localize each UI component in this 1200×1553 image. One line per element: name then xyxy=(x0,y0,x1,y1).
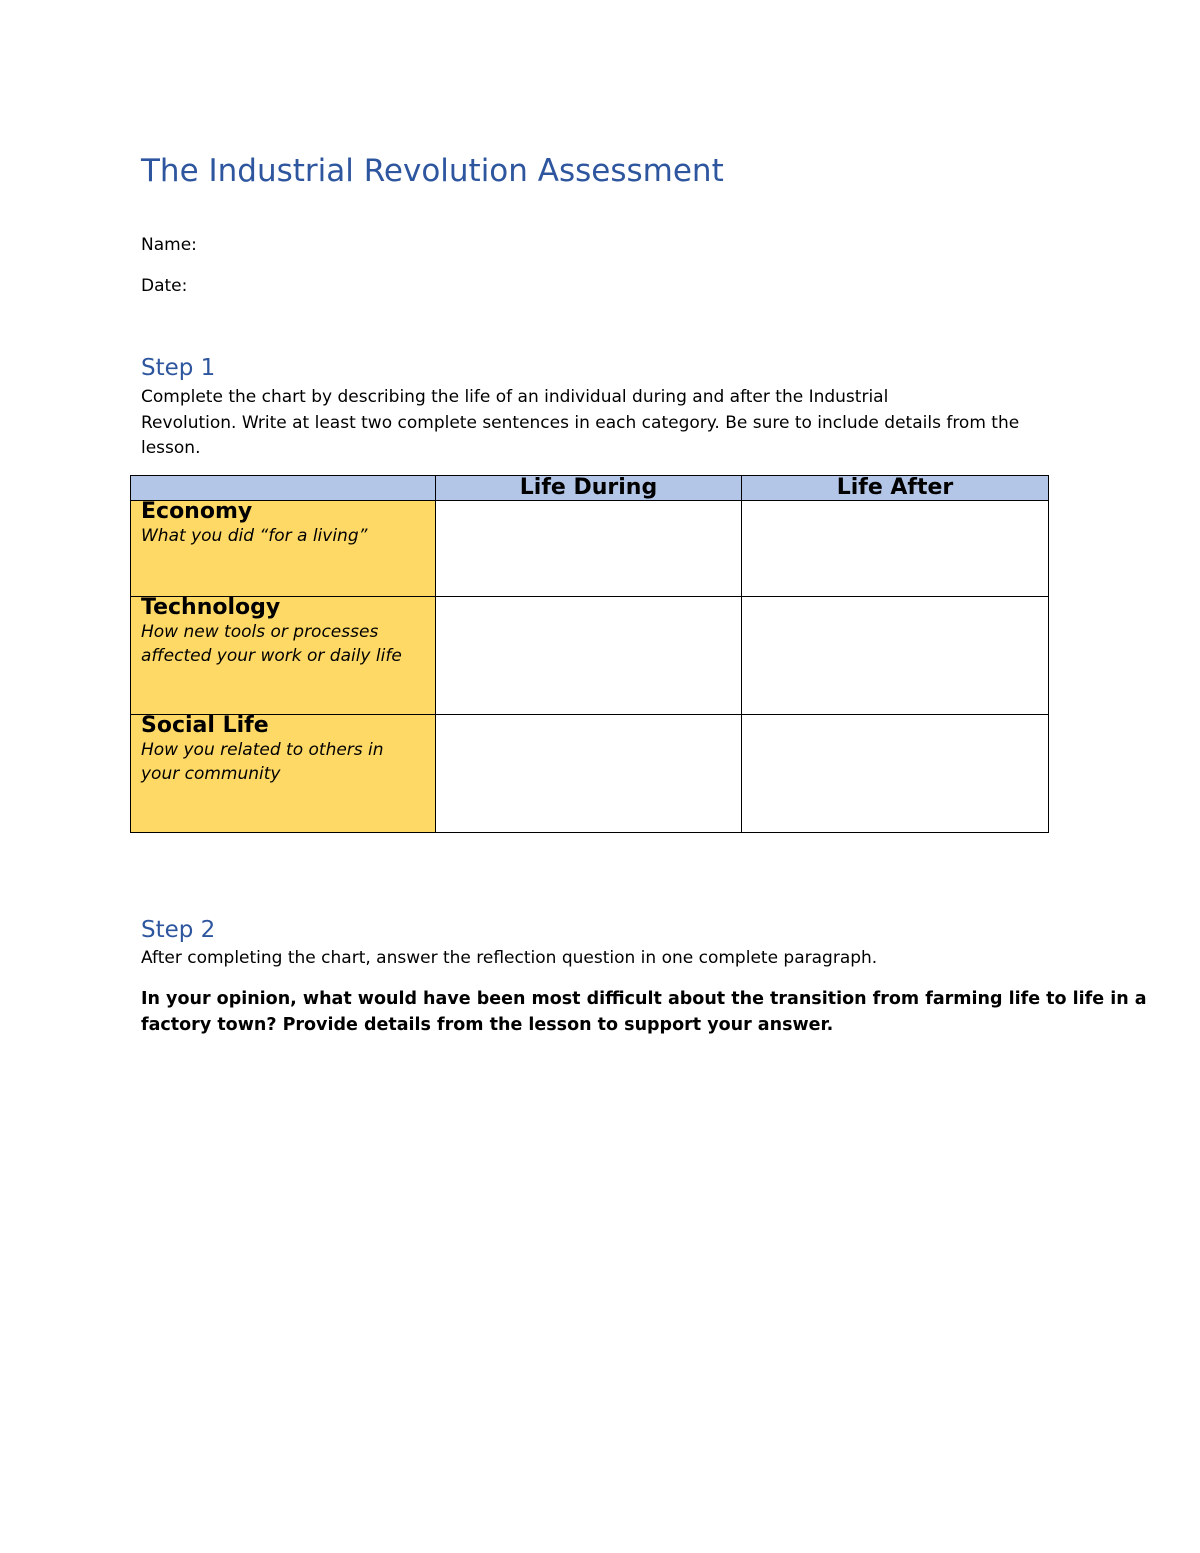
answer-cell-economy-during[interactable] xyxy=(436,501,742,597)
date-label: Date: xyxy=(141,276,188,296)
step-1-instructions xyxy=(141,385,1061,462)
chart-row-social-life xyxy=(131,715,1049,833)
question-line: In your opinion, what would have been most difficult about the transition from farming life to life in a xyxy=(141,989,1147,1009)
comparison-chart xyxy=(130,475,1049,833)
category-description: What you did “for a living” xyxy=(141,526,368,546)
answer-cell-technology-during[interactable] xyxy=(436,597,742,715)
category-cell-social-life xyxy=(131,715,436,833)
answer-cell-technology-after[interactable] xyxy=(742,597,1049,715)
instruction-line: Complete the chart by describing the life of an individual during and after the Industrial xyxy=(141,387,889,407)
answer-cell-social-during[interactable] xyxy=(436,715,742,833)
step-1-heading: Step 1 xyxy=(141,355,216,381)
category-title: Social Life xyxy=(141,713,269,738)
header-life-after: Life After xyxy=(742,476,1049,501)
name-label: Name: xyxy=(141,235,197,255)
chart-row-economy xyxy=(131,501,1049,597)
category-title: Economy xyxy=(141,499,253,524)
document-title: The Industrial Revolution Assessment xyxy=(141,153,724,189)
category-cell-technology xyxy=(131,597,436,715)
instruction-line: lesson. xyxy=(141,438,201,458)
instruction-line: Revolution. Write at least two complete sentences in each category. Be sure to include details from the xyxy=(141,412,1020,433)
category-description: How you related to others in your community xyxy=(141,740,384,784)
step-2-instructions: After completing the chart, answer the reflection question in one complete paragraph. xyxy=(141,948,878,968)
chart-header-row xyxy=(131,476,1049,501)
chart-row-technology xyxy=(131,597,1049,715)
question-line: factory town? Provide details from the lesson to support your answer. xyxy=(141,1015,834,1035)
step-2-heading: Step 2 xyxy=(141,917,216,943)
reflection-question xyxy=(141,986,1147,1038)
category-title: Technology xyxy=(141,595,281,620)
category-cell-economy xyxy=(131,501,436,597)
category-description: How new tools or processes affected your work or daily life xyxy=(141,622,402,666)
header-corner-cell xyxy=(131,476,436,501)
answer-cell-social-after[interactable] xyxy=(742,715,1049,833)
answer-cell-economy-after[interactable] xyxy=(742,501,1049,597)
header-life-during: Life During xyxy=(436,476,742,501)
